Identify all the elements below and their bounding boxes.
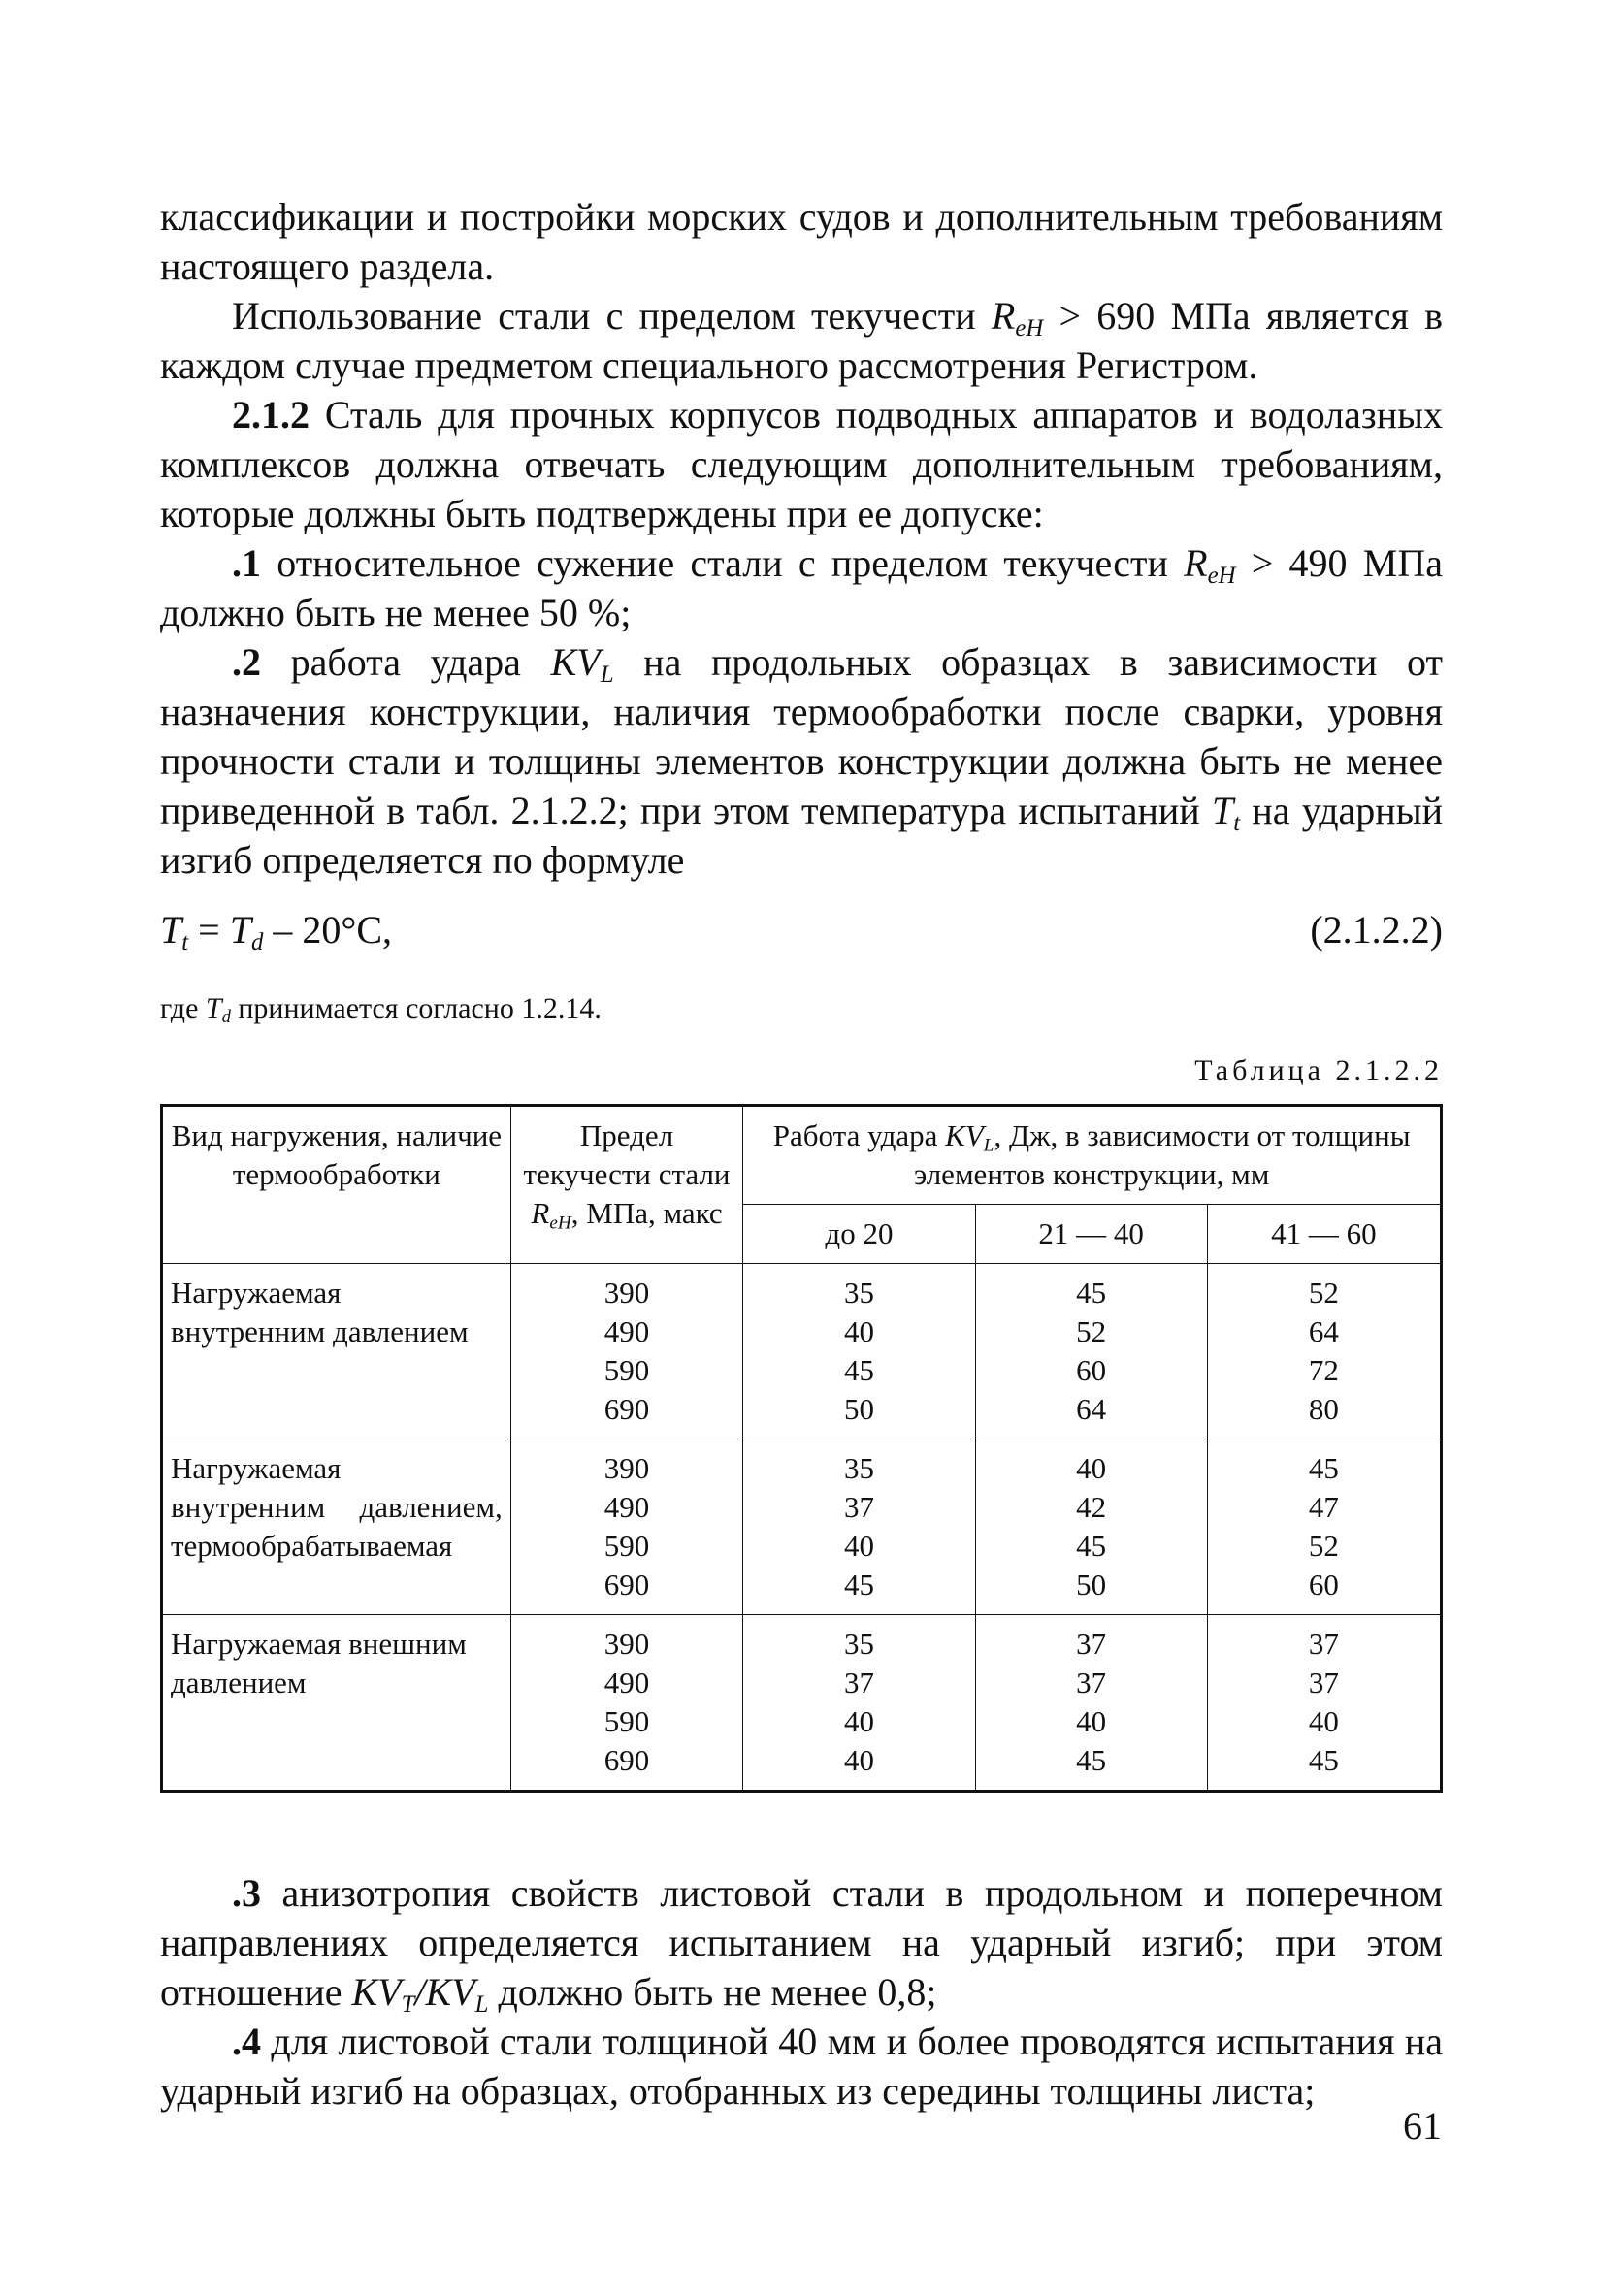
table-row: [162, 1439, 1442, 1615]
list-item-2: .2 работа удара $KV_L$ на продольных образцах в зависимости от назначения конструкции, наличия термообработки после сварки, уровня прочности стали и толщины элементов конструкции должна быть не менее приведенной в табл. 2.1.2.2; при этом температура испытаний $T_t$ на ударный изгиб определяется по формуле: [160, 640, 1443, 882]
formula-expression: $T_t = T_d - 20^\circ С$,: [160, 908, 393, 955]
yield-cell: 390 490 590 690: [510, 1615, 743, 1792]
page-body: [160, 192, 1443, 2116]
paragraph-yield-limit: Использование стали с пределом текучести $R_{eH} > 690$ МПа является в каждом случае предметом специального рассмотрения Регистром.: [160, 294, 1443, 387]
list-item-1: .1 относительное сужение стали с пределом текучести $R_{eH} > 490$ МПа должно быть не менее 50 %;: [160, 541, 1443, 634]
page-number: 61: [1403, 2104, 1442, 2148]
paragraph-2-1-2: 2.1.2 Сталь для прочных корпусов подводных аппаратов и водолазных комплексов должна отвечать следующим дополнительным требованиям, которые должны быть подтверждены при ее допуске:: [160, 393, 1443, 535]
value-cell: 35 37 40 45: [743, 1439, 975, 1615]
value-cell: 52 64 72 80: [1207, 1264, 1441, 1439]
value-cell: 37 37 40 45: [975, 1615, 1207, 1792]
list-item-3: .3 анизотропия свойств листовой стали в продольном и поперечном направлениях определяется испытанием на ударный изгиб; при этом отношение $KV_T/KV_L$ должно быть не менее 0,8;: [160, 1871, 1443, 2018]
header-thickness-to20: до 20: [743, 1205, 975, 1264]
yield-cell: 390 490 590 690: [510, 1439, 743, 1615]
header-loading-type: Вид нагружения, наличие термообработки: [162, 1106, 511, 1264]
header-yield: Предел текучести стали $R_{eH}$, МПа, макс: [510, 1106, 743, 1264]
formula-note: где $T_d$ принимается согласно 1.2.14.: [160, 992, 602, 1028]
header-thickness-21-40: 21 — 40: [975, 1205, 1207, 1264]
yield-cell: 390 490 590 690: [510, 1264, 743, 1439]
value-cell: 35 37 40 40: [743, 1615, 975, 1792]
header-impact-work: Работа удара $KV_L$, Дж, в зависимости от толщины элементов конструкции, мм: [743, 1106, 1442, 1205]
value-cell: 40 42 45 50: [975, 1439, 1207, 1615]
formula-number: (2.1.2.2): [1310, 908, 1443, 952]
impact-energy-table: [160, 1104, 1443, 1793]
table-caption: Таблица 2.1.2.2: [1194, 1054, 1443, 1086]
section-number: 2.1.2: [232, 393, 310, 437]
header-thickness-41-60: 41 — 60: [1207, 1205, 1441, 1264]
paragraph-continuation: классификации и постройки морских судов и дополнительным требованиям настоящего раздела.: [160, 195, 1443, 288]
value-cell: 35 40 45 50: [743, 1264, 975, 1439]
row-label: Нагружаемая внешним давлением: [162, 1615, 511, 1792]
list-item-4: .4 для листовой стали толщиной 40 мм и более проводятся испытания на ударный изгиб на образцах, отобранных из середины толщины листа;: [160, 2020, 1443, 2113]
value-cell: 45 52 60 64: [975, 1264, 1207, 1439]
row-label: Нагружаемая внутренним давлением: [162, 1264, 511, 1439]
value-cell: 37 37 40 45: [1207, 1615, 1441, 1792]
table-row: [162, 1264, 1442, 1439]
value-cell: 45 47 52 60: [1207, 1439, 1441, 1615]
formula: [160, 900, 1443, 960]
table-row: [162, 1615, 1442, 1792]
row-label: Нагружаемая внутренним давлением, термообрабатываемая: [162, 1439, 511, 1615]
